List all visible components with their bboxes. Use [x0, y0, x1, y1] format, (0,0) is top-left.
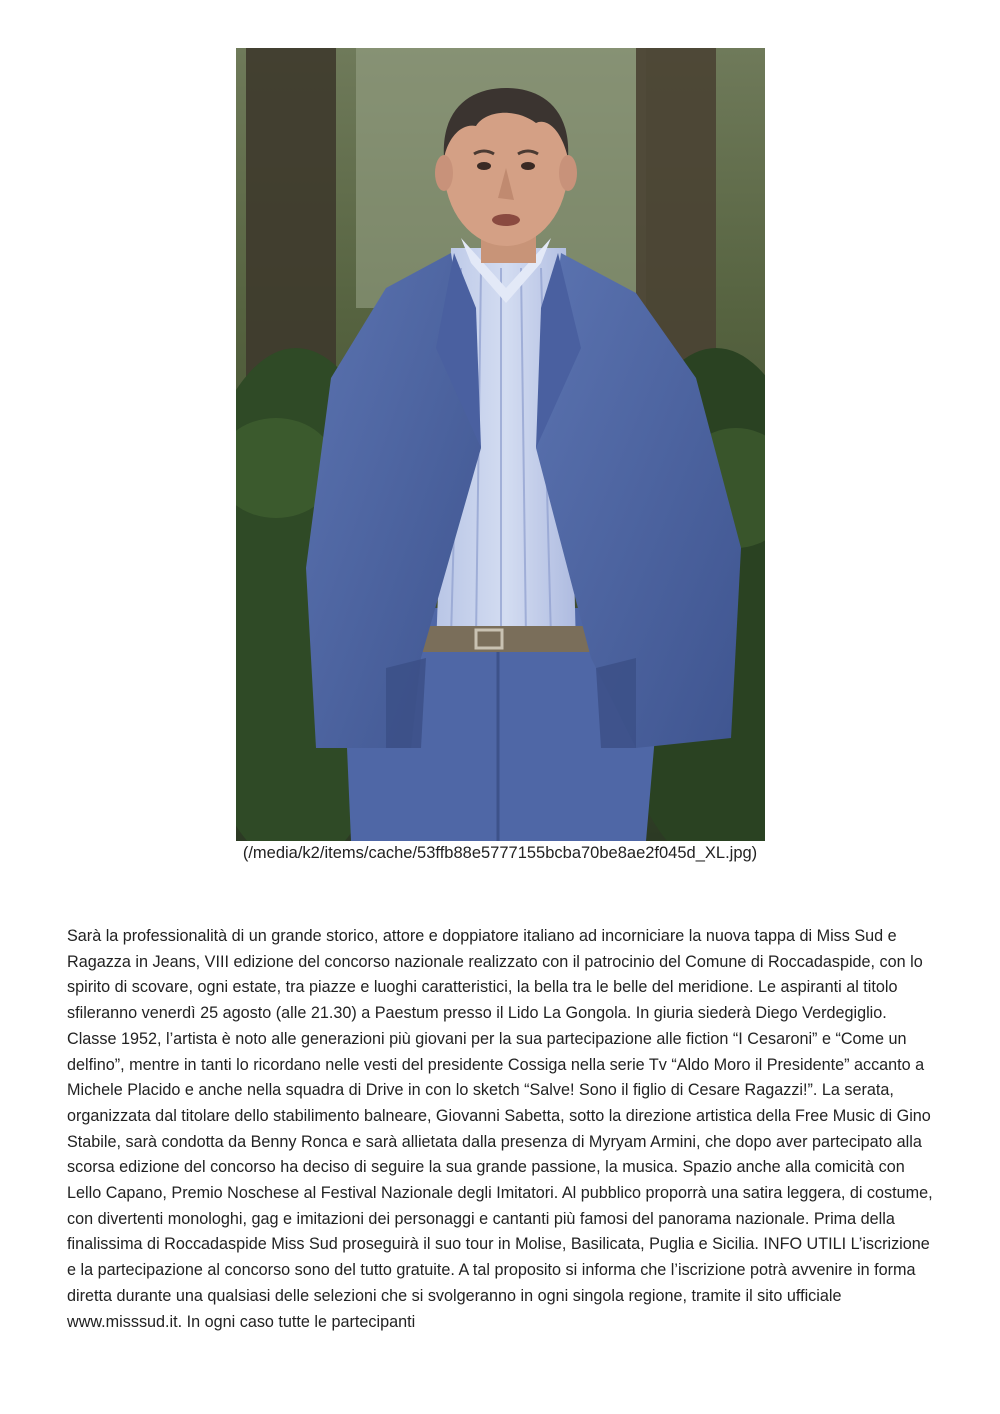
image-caption[interactable]: (/media/k2/items/cache/53ffb88e5777155bcba70be8ae2f045d_XL.jpg) [242, 844, 758, 862]
article-body: Sarà la professionalità di un grande storico, attore e doppiatore italiano ad incorniciare la nuova tappa di Miss Sud e Ragazza in Jeans, VIII edizione del concorso nazionale realizzato con il patrocinio del Comune di Roccadaspide, con lo spirito di scovare, ogni estate, tra piazze e luoghi caratteristici, la bella tra le belle del meridione. Le aspiranti al titolo sfileranno venerdì 25 agosto (alle 21.30) a Paestum presso il Lido La Gongola. In giuria siederà Diego Verdegiglio. Classe 1952, l’artista è noto alle generazioni più giovani per la sua partecipazione alle fiction “I Cesaroni” e “Come un delfino”, mentre in tanti lo ricordano nelle vesti del presidente Cossiga nella serie Tv “Aldo Moro il Presidente” accanto a Michele Placido e anche nella squadra di Drive in con lo sketch “Salve! Sono il figlio di Cesare Ragazzi!”. La serata, organizzata dal titolare dello stabilimento balneare, Giovanni Sabetta, sotto la direzione artistica della Free Music di Gino Stabile, sarà condotta da Benny Ronca e sarà allietata dalla presenza di Myryam Armini, che dopo aver partecipato alla scorsa edizione del concorso ha deciso di seguire la sua grande passione, la musica. Spazio anche alla comicità con Lello Capano, Premio Noschese al Festival Nazionale degli Imitatori. Al pubblico proporrà una satira leggera, di costume, con divertenti monologhi, gag e imitazioni dei personaggi e cantanti più famosi del panorama nazionale. Prima della finalissima di Roccadaspide Miss Sud proseguirà il suo tour in Molise, Basilicata, Puglia e Sicilia. INFO UTILI L’iscrizione e la partecipazione al concorso sono del tutto gratuite. A tal proposito si informa che l’iscrizione potrà avvenire in forma diretta durante una qualsiasi delle selezioni che si svolgeranno in ogni singola regione, tramite il sito ufficiale www.misssud.it. In ogni caso tutte le partecipanti [67, 927, 933, 1331]
portrait-illustration [236, 48, 765, 841]
article-photo [236, 48, 765, 841]
